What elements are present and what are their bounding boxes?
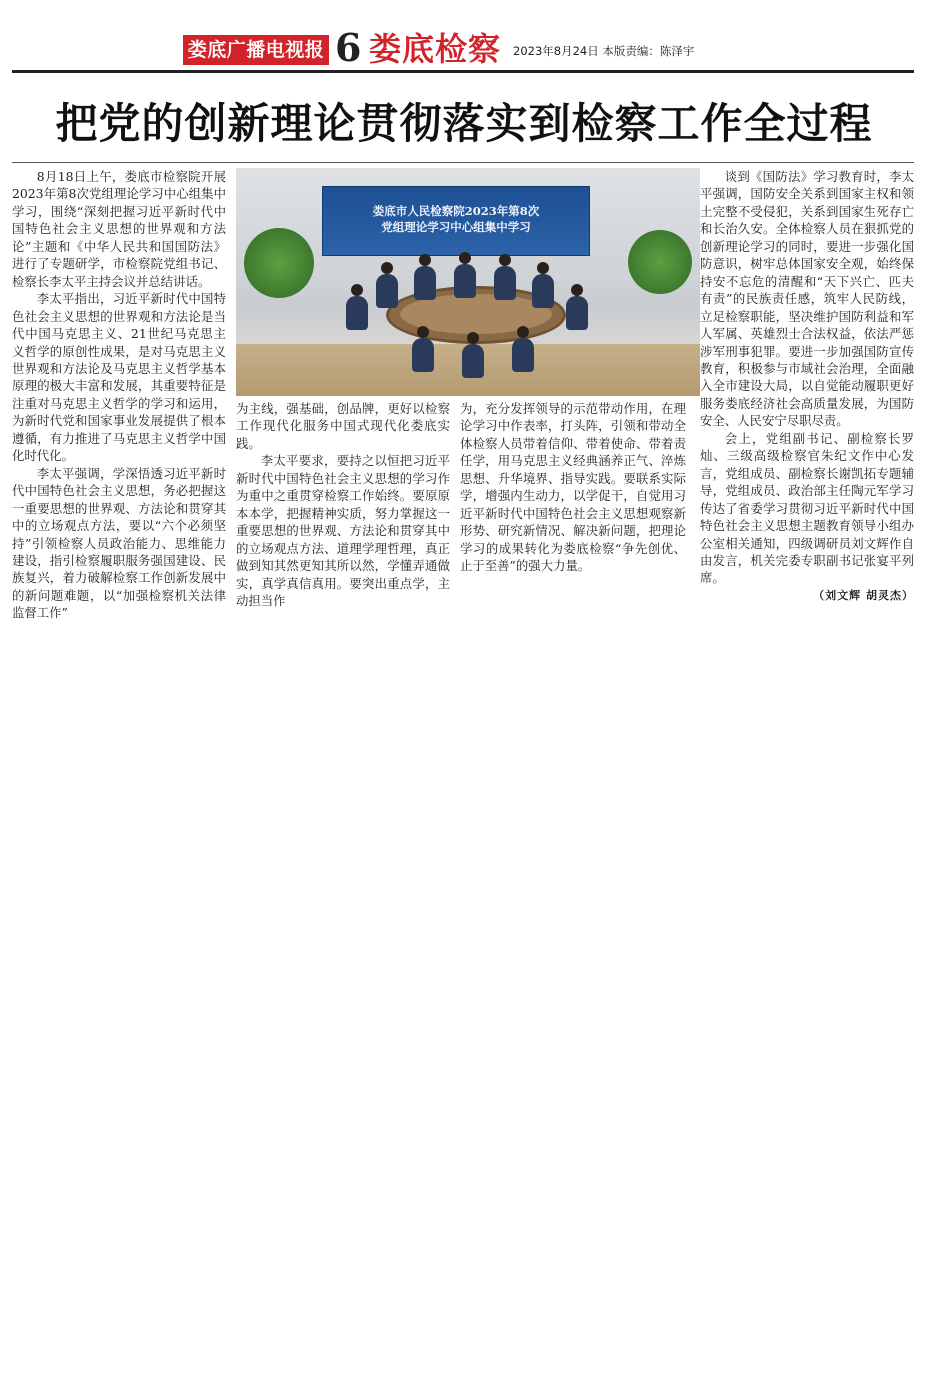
masthead-rule bbox=[12, 70, 914, 73]
article1-column-4 bbox=[700, 168, 914, 602]
article1-column-2 bbox=[236, 400, 450, 608]
photo-screen-line-1: 娄底市人民检察院2023年第8次 bbox=[372, 204, 540, 218]
article1-rule bbox=[12, 162, 914, 163]
meeting-photo bbox=[236, 168, 700, 396]
newspaper-logo: 娄底广播电视报 bbox=[183, 35, 329, 65]
paragraph: 8月18日上午，娄底市检察院开展2023年第8次党组理论学习中心组集中学习，围绕“深刻把握习近平新时代中国特色社会主义思想的世界观和方法论”主题和《中华人民共和国国防法》进行了专题研学，市检察院党组书记、检察长李太平主持会议并总结讲话。 bbox=[12, 169, 226, 289]
article1-byline: （刘文辉 胡灵杰） bbox=[813, 588, 914, 602]
article1-headline: 把党的创新理论贯彻落实到检察工作全过程 bbox=[55, 99, 873, 148]
photo-person bbox=[346, 296, 368, 330]
page-number: 6 bbox=[335, 25, 362, 70]
photo-person bbox=[494, 266, 516, 300]
paragraph: 为，充分发挥领导的示范带动作用，在理论学习中作表率，打头阵，引领和带动全体检察人员带着信仰、带着使命、带着责任学，用马克思主义经典涵养正气、淬炼思想、升华境界、指导实践。要联系实际学，增强内生动力，以学促干，自觉用习近平新时代中国特色社会主义思想观察新形势、研究新情况、解决新问题，把理论学习的成果转化为娄底检察“争先创优、止于至善”的强大力量。 bbox=[460, 401, 686, 574]
photo-person bbox=[412, 338, 434, 372]
paragraph: 李太平强调，学深悟透习近平新时代中国特色社会主义思想，务必把握这一重要思想的世界观、方法论和贯穿其中的立场观点方法，要以“六个必须坚持”引领检察人员政治能力、思维能力建设，指引检察履职服务强国建设、民族复兴，着力破解检察工作创新发展中的新问题难题，以“加强检察机关法律监督工作” bbox=[12, 465, 226, 621]
article1-column-1 bbox=[12, 168, 226, 621]
photo-plant bbox=[628, 230, 692, 294]
photo-person bbox=[376, 274, 398, 308]
paragraph: 谈到《国防法》学习教育时，李太平强调，国防安全关系到国家主权和领土完整不受侵犯，关系到国家生死存亡和长治久安。全体检察人员在狠抓党的创新理论学习的同时，要进一步强化国防意识，树牢总体国家安全观，始终保持安不忘危的清醒和“天下兴亡、匹夫有责”的民族责任感，筑牢人民防线，立足检察职能，坚决维护国防利益和军人军属、英雄烈士合法权益，依法严惩涉军刑事犯罪。要进一步加强国防宣传教育，积极参与市域社会治理，全面融入全市建设大局，以自觉能动履职更好服务娄底经济社会高质量发展，为国防安全、人民安宁尽职尽责。 bbox=[700, 169, 914, 429]
photo-person bbox=[512, 338, 534, 372]
section-name: 娄底检察 bbox=[369, 30, 502, 68]
photo-person bbox=[462, 344, 484, 378]
photo-screen-line-2: 党组理论学习中心组集中学习 bbox=[381, 220, 531, 234]
photo-person bbox=[532, 274, 554, 308]
paragraph: 会上，党组副书记、副检察长罗灿、三级高级检察官朱纪文作中心发言，党组成员、副检察长谢凯拓专题辅导，党组成员、政治部主任陶元军学习传达了省委学习贯彻习近平新时代中国特色社会主义思想主题教育领导小组办公室相关通知，四级调研员刘文辉作自由发言，机关完委专职副书记张宴平列席。 bbox=[700, 430, 914, 586]
photo-plant bbox=[244, 228, 314, 298]
paragraph: 为主线，强基础，创品牌，更好以检察工作现代化服务中国式现代化娄底实践。 bbox=[236, 401, 450, 451]
date-editor-line: 2023年8月24日 本版责编：陈泽宇 bbox=[513, 44, 695, 58]
paragraph: 李太平要求，要持之以恒把习近平新时代中国特色社会主义思想的学习作为重中之重贯穿检察工作始终。要原原本本学，把握精神实质，努力掌握这一重要思想的世界观、方法论和贯穿其中的立场观点方法、道理学理哲理，真正做到知其然更知其所以然，学懂弄通做实，真学真信真用。要突出重点学，主动担当作 bbox=[236, 453, 450, 608]
photo-person bbox=[566, 296, 588, 330]
photo-person bbox=[454, 264, 476, 298]
paragraph: 李太平指出，习近平新时代中国特色社会主义思想的世界观和方法论是当代中国马克思主义、21世纪马克思主义哲学的原创性成果，是对马克思主义世界观和方法论及马克思主义哲学基本原理的极大丰富和发展，其重要特征是注重对马克思主义哲学的学习和运用，为新时代党和国家事业发展提供了根本遵循，有力推进了马克思主义哲学中国化时代化。 bbox=[12, 291, 226, 464]
article1-column-3 bbox=[460, 400, 686, 574]
photo-person bbox=[414, 266, 436, 300]
photo-screen bbox=[322, 186, 590, 256]
